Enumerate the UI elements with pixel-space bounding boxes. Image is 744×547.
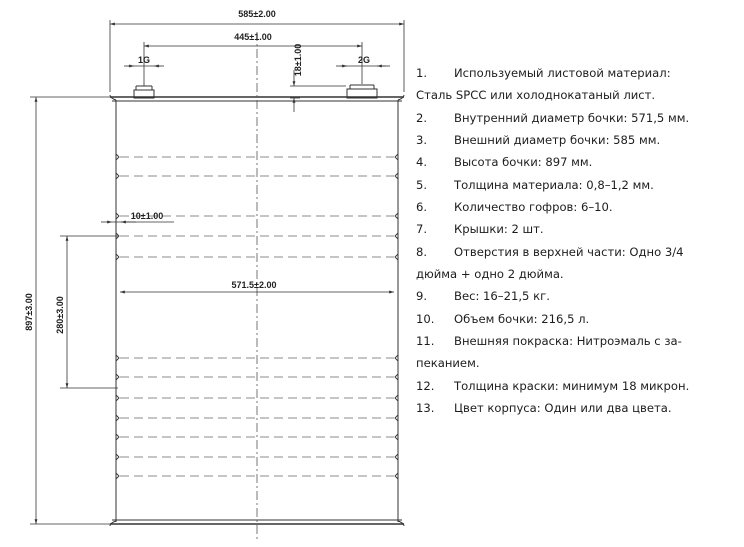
dimension-labels xyxy=(24,9,370,334)
spec-item xyxy=(416,151,742,173)
spec-text: Крышки: 2 шт. xyxy=(454,222,544,237)
spec-number: 9. xyxy=(416,289,428,304)
total-height-label: 897±3.00 xyxy=(24,293,34,331)
spec-item xyxy=(416,375,742,397)
spec-item xyxy=(416,352,742,374)
spec-item xyxy=(416,285,742,307)
spec-number: 7. xyxy=(416,222,428,237)
outer-diameter-label: 585±2.00 xyxy=(238,9,276,19)
spec-text: дюйма + одно 2 дюйма. xyxy=(416,267,564,282)
dimension-lines xyxy=(30,20,404,524)
spec-text: Толщина материала: 0,8–1,2 мм. xyxy=(454,177,654,192)
spec-number: 11. xyxy=(416,334,435,349)
left-opening-label: 1G xyxy=(137,55,151,65)
spec-text: Внешний диаметр бочки: 585 мм. xyxy=(454,133,661,148)
spec-item xyxy=(416,129,742,151)
inner-diameter-label: 571.5±2.00 xyxy=(231,280,277,290)
spec-number: 13. xyxy=(416,401,435,416)
spec-text: Толщина краски: минимум 18 микрон. xyxy=(454,378,690,393)
spec-number: 12. xyxy=(416,378,435,393)
opening-spacing-label: 445±1.00 xyxy=(234,32,272,42)
spec-item xyxy=(416,308,742,330)
spec-text: Вес: 16–21,5 кг. xyxy=(454,289,550,304)
spec-number: 1. xyxy=(416,66,428,80)
spec-text: Сталь SPCC или холоднокатаный лист. xyxy=(416,88,656,103)
spec-text: Внутренний диаметр бочки: 571,5 мм. xyxy=(454,110,690,125)
spec-text: Используемый листовой материал: xyxy=(454,66,671,80)
large-bung-opening xyxy=(347,85,377,98)
specification-list xyxy=(416,62,742,420)
spec-item xyxy=(416,196,742,218)
spec-number: 2. xyxy=(416,110,428,125)
spec-text: Объем бочки: 216,5 л. xyxy=(454,311,590,326)
rim-height-label: 18±1.00 xyxy=(293,43,303,77)
spec-number: 10. xyxy=(416,311,435,326)
spec-text: Отверстия в верхней части: Одно 3/4 xyxy=(454,244,684,259)
spec-item xyxy=(416,218,742,240)
spec-number: 6. xyxy=(416,200,428,215)
spec-number: 3. xyxy=(416,133,428,148)
spec-item xyxy=(416,241,742,263)
spec-number: 5. xyxy=(416,177,428,192)
corrugation-label: 10±1.00 xyxy=(130,211,164,221)
spec-text: Внешняя покраска: Нитроэмаль с за- xyxy=(454,334,682,349)
spec-item xyxy=(416,62,742,84)
corrugation-pitch-label: 280±3.00 xyxy=(55,296,65,334)
spec-number: 4. xyxy=(416,155,428,170)
spec-item xyxy=(416,174,742,196)
spec-number: 8. xyxy=(416,244,428,259)
spec-item xyxy=(416,107,742,129)
spec-text: пеканием. xyxy=(416,356,480,371)
right-opening-label: 2G xyxy=(357,55,371,65)
spec-item xyxy=(416,263,742,285)
spec-item xyxy=(416,397,742,419)
spec-item xyxy=(416,84,742,106)
spec-item xyxy=(416,330,742,352)
spec-text: Количество гофров: 6–10. xyxy=(454,200,613,215)
spec-text: Цвет корпуса: Один или два цвета. xyxy=(454,401,672,416)
spec-text: Высота бочки: 897 мм. xyxy=(454,155,593,170)
